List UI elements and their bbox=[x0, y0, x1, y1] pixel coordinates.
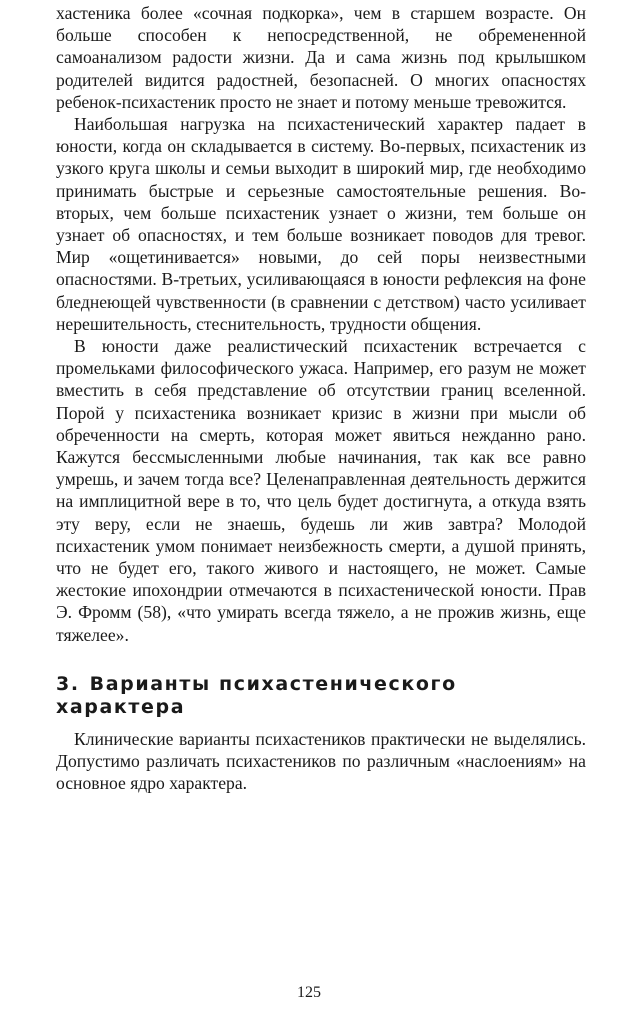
page-body bbox=[56, 2, 586, 795]
paragraph-1: хастеника более «сочная подкорка», чем в старшем возрасте. Он больше способен к непосредственной, не обремененной самоанализом радости жизни. Да и сама жизнь под крылышком родителей видится радостней, безопасней. О многих опасностях ребенок-психастеник просто не знает и потому меньше тревожится. bbox=[56, 3, 586, 112]
paragraph-3: В юности даже реалистический психастеник встречается с промельками философического ужаса. Например, его разум не может вместить в себя представление об отсутствии границ вселенной. Порой у психастеника возникает кризис в жизни при мысли об обреченности на смерть, которая может явиться нежданно рано. Кажутся бессмысленными любые начинания, так как все равно умрешь, и зачем тогда все? Целенаправленная деятельность держится на имплицитной вере в то, что цель будет достигнута, а откуда взять эту веру, если не знаешь, будешь ли жив завтра? Молодой психастеник умом понимает неизбежность смерти, а душой принять, что не будет его, такого живого и настоящего, не может. Самые жестокие ипохондрии отмечаются в психастенической юности. Прав Э. Фромм (58), «что умирать всегда тяжело, а не прожив жизнь, еще тяжелее». bbox=[56, 336, 586, 645]
paragraph-2: Наибольшая нагрузка на психастенический характер падает в юности, когда он складывается в систему. Во-первых, психастеник из узкого круга школы и семьи выходит в широкий мир, где необходимо принимать быстрые и серьезные самостоятельные решения. Во-вторых, чем больше психастеник узнает о жизни, тем больше он узнает об опасностях, и тем больше возникает поводов для тревог. Мир «ощетинивается» новыми, до сей поры неизвестными опасностями. В-третьих, усиливающаяся в юности рефлексия на фоне бледнеющей чувственности (в сравнении с детством) часто усиливает нерешительность, стеснительность, трудности общения. bbox=[56, 114, 586, 334]
page-number: 125 bbox=[297, 984, 321, 1001]
section-title: Варианты психастенического характера bbox=[56, 672, 457, 718]
paragraph-4: Клинические варианты психастеников практически не выделялись. Допустимо различать психастеников по различным «наслоениям» на основное ядро характера. bbox=[56, 728, 586, 794]
section-number: 3. bbox=[56, 672, 80, 695]
section-heading bbox=[56, 673, 586, 719]
